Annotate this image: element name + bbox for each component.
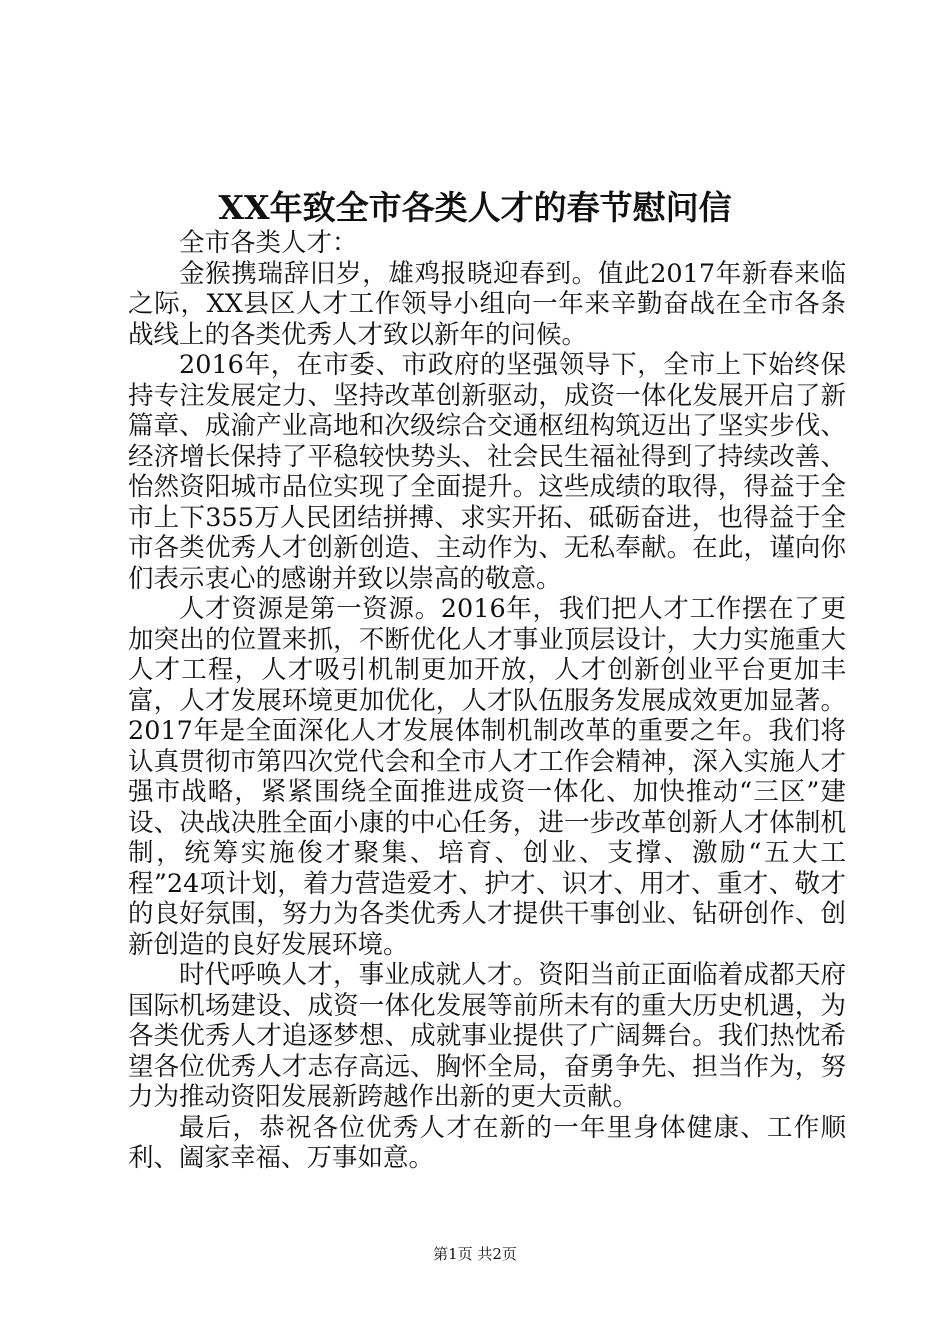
paragraph-3: 人才资源是第一资源。2016年，我们把人才工作摆在了更加突出的位置来抓，不断优化人才事业顶层设计，大力实施重大人才工程，人才吸引机制更加开放，人才创新创业平台更加丰富，人才发展环境更加优化，人才队伍服务发展成效更加显著。2017年是全面深化人才发展体制机制改革的重要之年。我们将认真贯彻市第四次党代会和全市人才工作会精神，深入实施人才强市战略，紧紧围绕全面推进成资一体化、加快推动“三区”建设、决战决胜全面小康的中心任务，进一步改革创新人才体制机制，统筹实施俊才聚集、培育、创业、支撑、激励“五大工程”24项计划，着力营造爱才、护才、识才、用才、重才、敬才的良好氛围，努力为各类优秀人才提供干事创业、钻研创作、创新创造的良好发展环境。 [128,594,846,960]
page-indicator: 第1页 共2页 [433,1245,517,1263]
document-title: XX年致全市各类人才的春节慰问信 [218,188,732,227]
paragraph-1: 金猴携瑞辞旧岁，雄鸡报晓迎春到。值此2017年新春来临之际，XX县区人才工作领导小组向一年来辛勤奋战在全市各条战线上的各类优秀人才致以新年的问候。 [128,258,846,350]
paragraph-2: 2016年，在市委、市政府的坚强领导下，全市上下始终保持专注发展定力、坚持改革创新驱动，成资一体化发展开启了新篇章、成渝产业高地和次级综合交通枢纽构筑迈出了坚实步伐、经济增长保持了平稳较快势头、社会民生福祉得到了持续改善、怡然资阳城市品位实现了全面提升。这些成绩的取得，得益于全市上下355万人民团结拼搏、求实开拓、砥砺奋进，也得益于全市各类优秀人才创新创造、主动作为、无私奉献。在此，谨向你们表示衷心的感谢并致以崇高的敬意。 [128,350,846,594]
salutation: 全市各类人才： [179,228,358,258]
letter-body [128,228,846,1174]
paragraph-4: 时代呼唤人才，事业成就人才。资阳当前正面临着成都天府国际机场建设、成资一体化发展等前所未有的重大历史机遇，为各类优秀人才追逐梦想、成就事业提供了广阔舞台。我们热忱希望各位优秀人才志存高远、胸怀全局，奋勇争先、担当作为，努力为推动资阳发展新跨越作出新的更大贡献。 [128,960,846,1112]
paragraph-5: 最后，恭祝各位优秀人才在新的一年里身体健康、工作顺利、阖家幸福、万事如意。 [128,1112,846,1173]
